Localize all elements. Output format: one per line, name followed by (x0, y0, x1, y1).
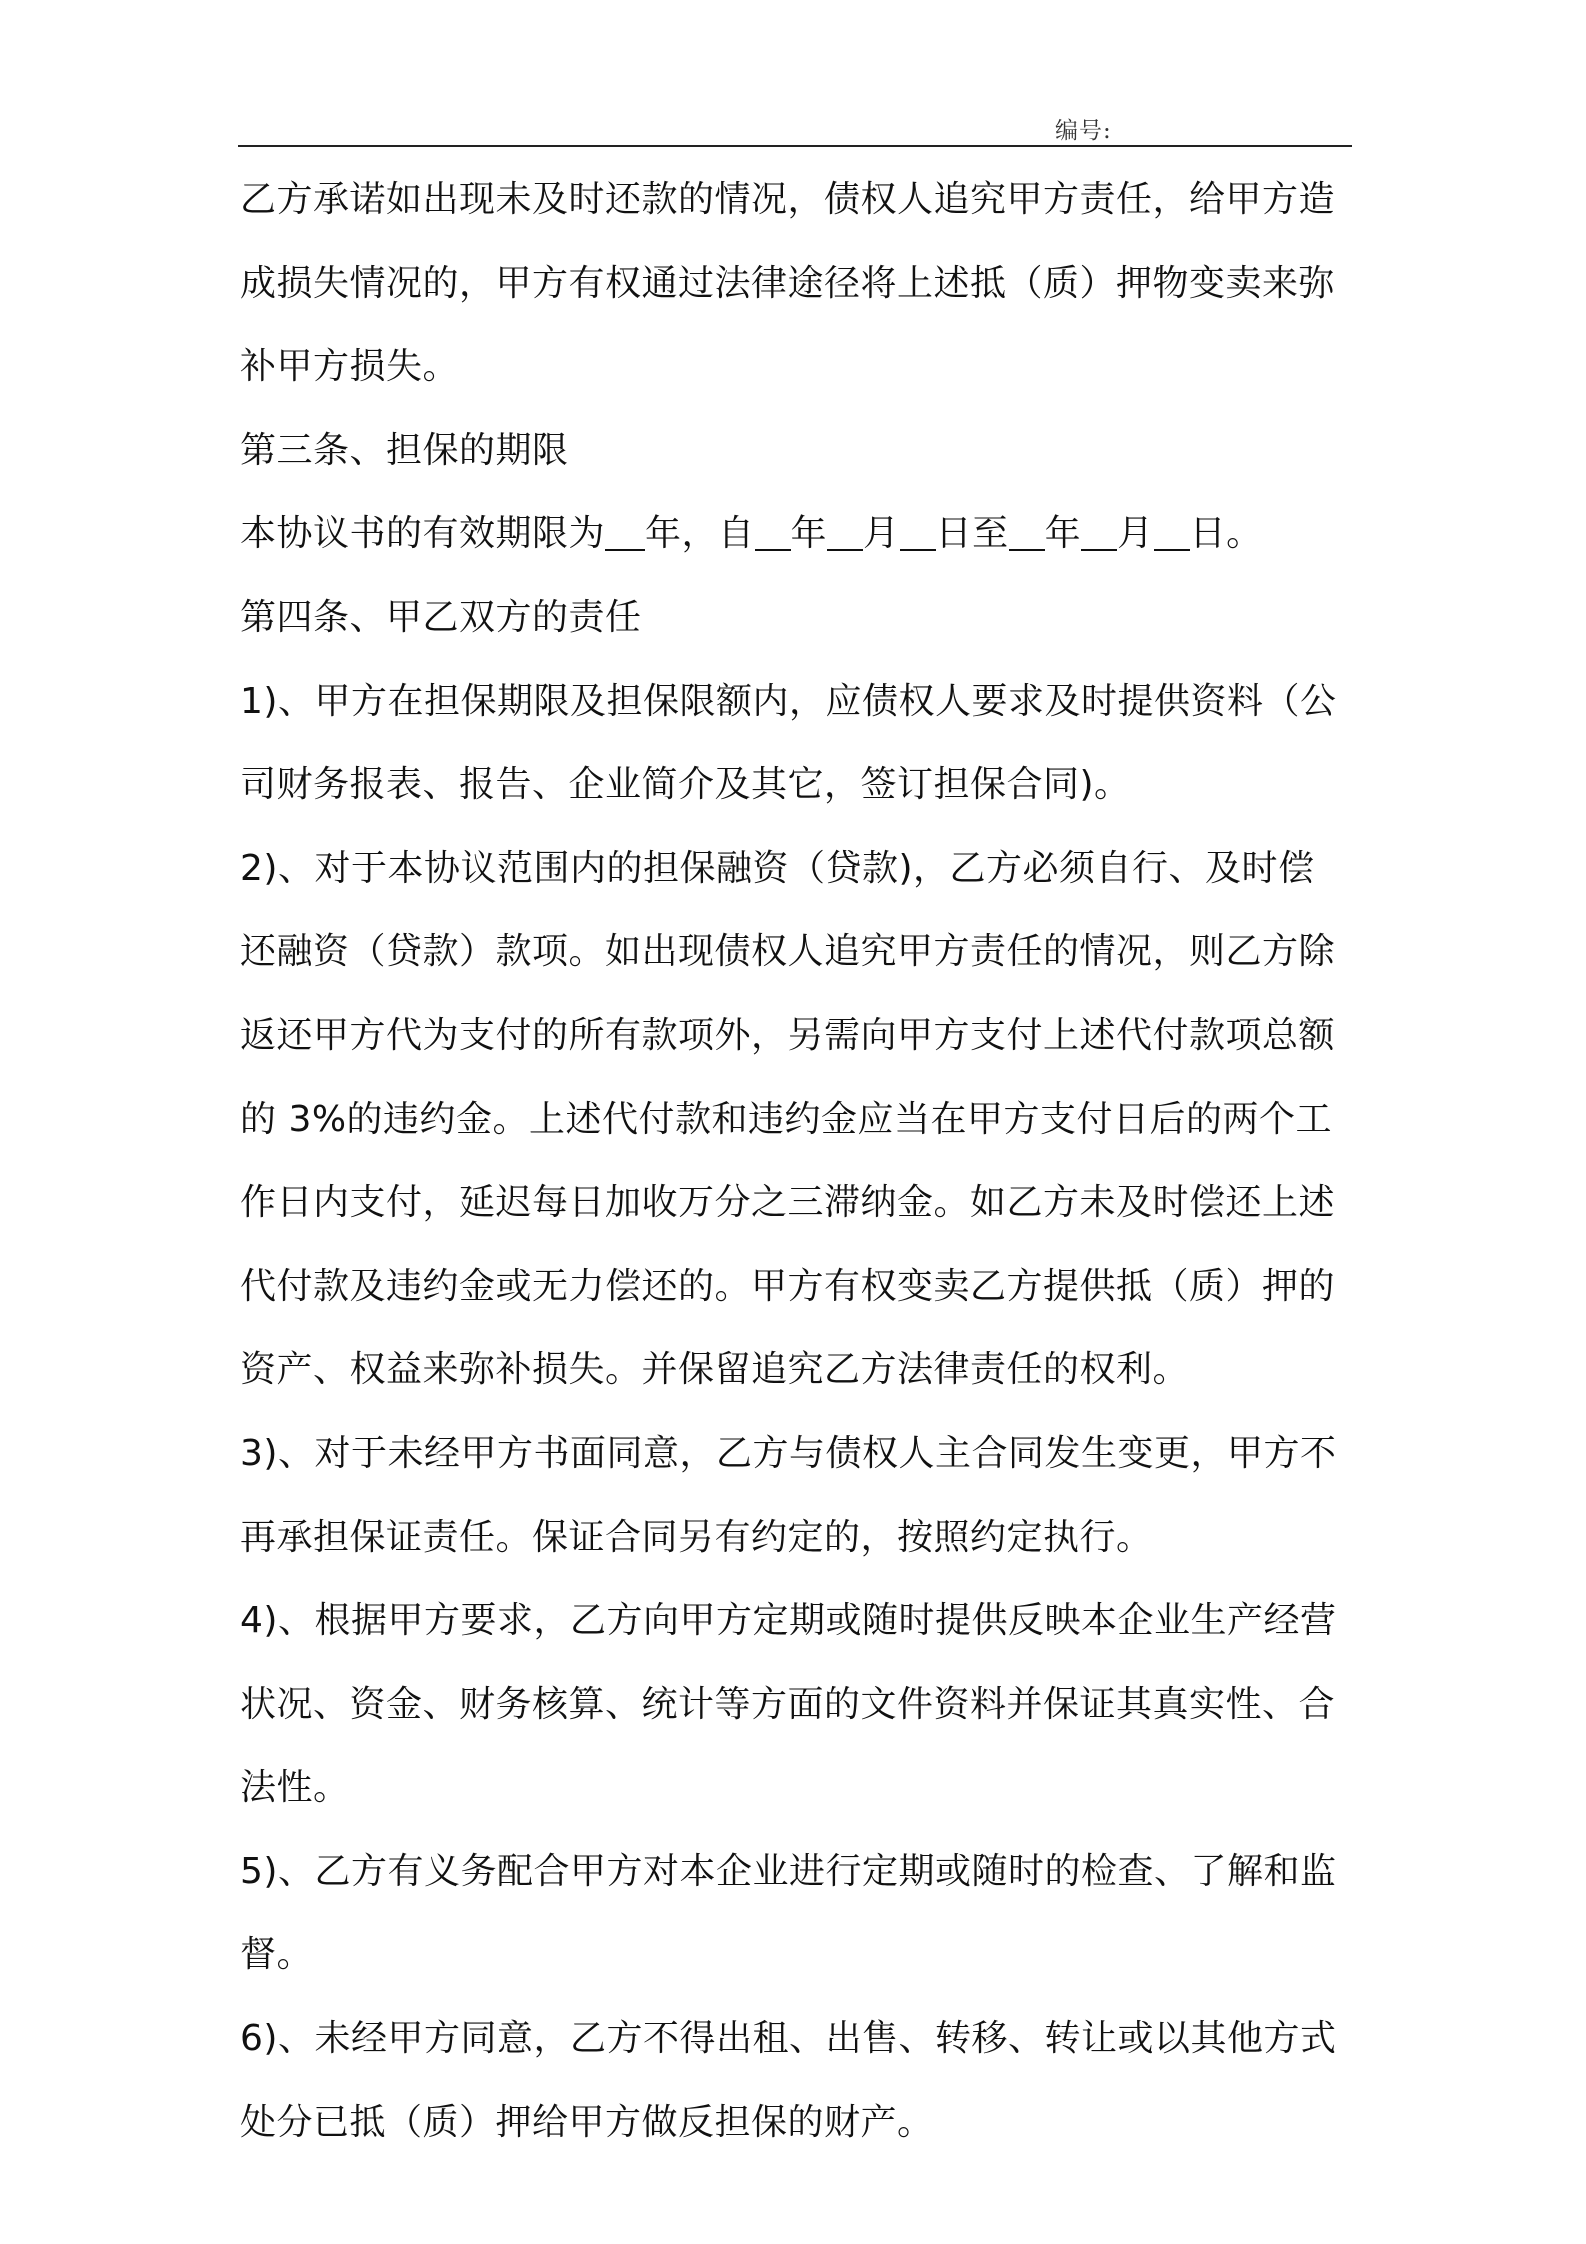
paragraph-line: 3)、对于未经甲方书面同意，乙方与债权人主合同发生变更，甲方不 (240, 1432, 1337, 1474)
header-divider (238, 145, 1352, 147)
paragraph-line: 乙方承诺如出现未及时还款的情况，债权人追究甲方责任，给甲方造 (240, 179, 1336, 220)
blank-end-year (1009, 513, 1045, 551)
paragraph-line: 成损失情况的，甲方有权通过法律途径将上述抵（质）押物变卖来弥 (240, 262, 1336, 304)
paragraph-line: 督。 (240, 1934, 314, 1976)
blank-start-month (827, 513, 863, 551)
term-end-month-unit: 月 (1117, 513, 1154, 555)
paragraph-line: 的 3%的违约金。上述代付款和违约金应当在甲方支付日后的两个工 (240, 1098, 1333, 1140)
agreement-body (240, 158, 1352, 2164)
paragraph-line: 还融资（贷款）款项。如出现债权人追究甲方责任的情况，则乙方除 (240, 931, 1336, 973)
term-start-day-unit: 日至 (935, 513, 1009, 555)
paragraph-line: 代付款及违约金或无力偿还的。甲方有权变卖乙方提供抵（质）押的 (240, 1265, 1336, 1307)
paragraph-line: 处分已抵（质）押给甲方做反担保的财产。 (240, 2101, 934, 2143)
term-year-unit: 年，自 (645, 513, 755, 555)
term-line (240, 492, 1352, 576)
paragraph-line: 法性。 (240, 1767, 350, 1809)
term-prefix: 本协议书的有效期限为 (240, 513, 606, 555)
paragraph-line: 6)、未经甲方同意，乙方不得出租、出售、转移、转让或以其他方式 (240, 2018, 1337, 2060)
paragraph-line: 补甲方损失。 (240, 346, 460, 388)
paragraph-line: 4)、根据甲方要求，乙方向甲方定期或随时提供反映本企业生产经营 (240, 1600, 1337, 1642)
paragraph-line: 状况、资金、财务核算、统计等方面的文件资料并保证其真实性、合 (240, 1683, 1336, 1725)
paragraph-line: 司财务报表、报告、企业简介及其它，签订担保合同)。 (240, 764, 1131, 806)
term-start-year-unit: 年 (790, 513, 828, 555)
paragraph-line: 再承担保证责任。保证合同另有约定的，按照约定执行。 (240, 1516, 1153, 1558)
paragraph-line: 作日内支付，延迟每日加收万分之三滞纳金。如乙方未及时偿还上述 (240, 1182, 1336, 1224)
document-number-label: 编号: (1055, 118, 1112, 144)
paragraph-line: 1)、甲方在担保期限及担保限额内，应债权人要求及时提供资料（公 (240, 680, 1337, 722)
blank-end-day (1154, 513, 1190, 551)
paragraph-line: 资产、权益来弥补损失。并保留追究乙方法律责任的权利。 (240, 1349, 1190, 1391)
blank-duration-years (605, 513, 645, 551)
term-end-year-unit: 年 (1044, 513, 1082, 555)
section-heading-responsibilities: 第四条、甲乙双方的责任 (240, 596, 642, 638)
paragraph-line: 5)、乙方有义务配合甲方对本企业进行定期或随时的检查、了解和监 (240, 1850, 1337, 1892)
term-end-day-unit: 日。 (1189, 513, 1263, 555)
blank-start-year (755, 513, 791, 551)
paragraph-line: 2)、对于本协议范围内的担保融资（贷款)，乙方必须自行、及时偿 (240, 847, 1315, 889)
section-heading-term: 第三条、担保的期限 (240, 429, 569, 471)
blank-start-day (900, 513, 936, 551)
paragraph-line: 返还甲方代为支付的所有款项外，另需向甲方支付上述代付款项总额 (240, 1014, 1336, 1056)
term-start-month-unit: 月 (863, 513, 900, 555)
blank-end-month (1081, 513, 1117, 551)
